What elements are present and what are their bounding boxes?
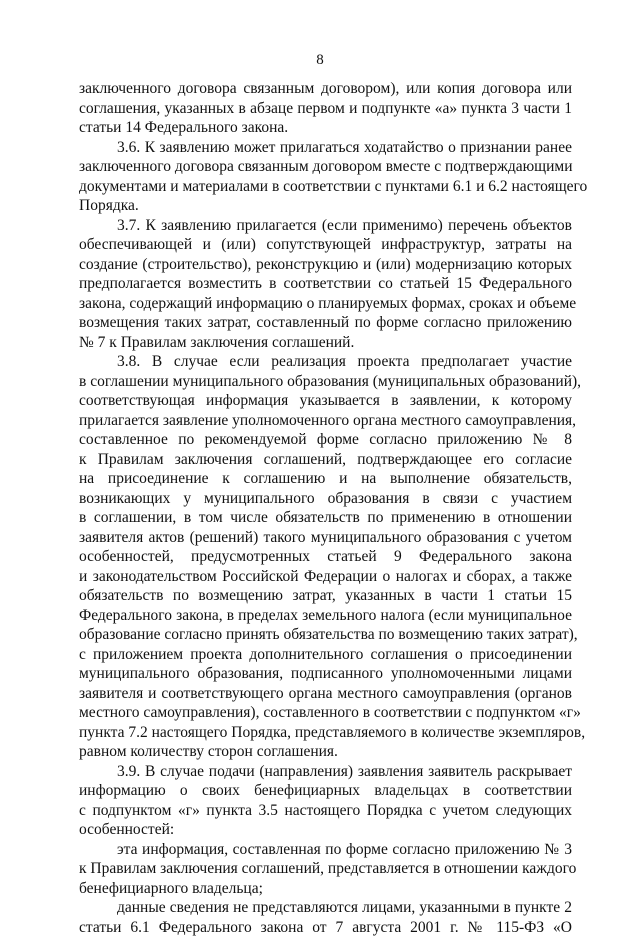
text-line: и законодательством Российской Федерации о налогах и сборах, а также [79,567,572,587]
text-line: 3.8. В случае если реализация проекта предполагает участие [79,352,572,372]
text-line: возмещения таких затрат, составленный по форме согласно приложению [79,313,572,333]
text-line: в соглашении муниципального образования (муниципальных образований), [79,372,572,392]
text-line: равном количеству сторон соглашения. [79,742,572,762]
paragraph-item-3-9 [79,762,572,840]
text-line: соответствующая информация указывается в заявлении, к которому [79,391,572,411]
text-line: муниципального образования, подписанного уполномоченными лицами [79,664,572,684]
paragraph-item-3-9-b [79,898,572,937]
text-line: 3.7. К заявлению прилагается (если применимо) перечень объектов [79,216,572,236]
text-line: особенностей: [79,820,572,840]
text-line: обязательств по возмещению затрат, указанных в части 1 статьи 15 [79,586,572,606]
text-line: к Правилам заключения соглашений, представляется в отношении каждого [79,859,572,879]
text-line: заявителя и соответствующего органа местного самоуправления (органов [79,684,572,704]
text-line: пункта 7.2 настоящего Порядка, представляемого в количестве экземпляров, [79,723,572,743]
text-line: закона, содержащий информацию о планируемых формах, сроках и объеме [79,294,572,314]
text-line: образование согласно принять обязательства по возмещению таких затрат), [79,625,572,645]
text-line: Порядка. [79,196,572,216]
text-line: 3.9. В случае подачи (направления) заявления заявитель раскрывает [79,762,572,782]
text-line: заключенного договора связанным договором вместе с подтверждающими [79,157,572,177]
text-line: заявителя актов (решений) такого муниципального образования с учетом [79,528,572,548]
text-line: данные сведения не представляются лицами, указанными в пункте 2 [79,898,572,918]
document-body [79,79,572,937]
text-line: бенефициарного владельца; [79,879,572,899]
text-line: статьи 6.1 Федерального закона от 7 августа 2001 г. № 115-ФЗ «О [79,918,572,937]
text-line: к Правилам заключения соглашений, подтверждающее его согласие [79,450,572,470]
text-line: в соглашении, в том числе обязательств по применению в отношении [79,508,572,528]
text-line: прилагается заявление уполномоченного органа местного самоуправления, [79,411,572,431]
paragraph-item-3-8 [79,352,572,762]
text-line: на присоединение к соглашению и на выполнение обязательств, [79,469,572,489]
text-line: с приложением проекта дополнительного соглашения о присоединении [79,645,572,665]
text-line: № 7 к Правилам заключения соглашений. [79,333,572,353]
text-line: соглашения, указанных в абзаце первом и подпункте «а» пункта 3 части 1 [79,99,572,119]
paragraph-item-3-7 [79,216,572,353]
text-line: эта информация, составленная по форме согласно приложению № 3 [79,840,572,860]
paragraph-item-3-6 [79,138,572,216]
text-line: 3.6. К заявлению может прилагаться ходатайство о признании ранее [79,138,572,158]
text-line: особенностей, предусмотренных статьей 9 Федерального закона [79,547,572,567]
text-line: местного самоуправления), составленного в соответствии с подпунктом «г» [79,703,572,723]
text-line: предполагается возместить в соответствии со статьей 15 Федерального [79,274,572,294]
text-line: документами и материалами в соответствии с пунктами 6.1 и 6.2 настоящего [79,177,572,197]
page-number: 8 [0,51,640,69]
text-line: возникающих у муниципального образования в связи с участием [79,489,572,509]
text-line: обеспечивающей и (или) сопутствующей инфраструктур, затраты на [79,235,572,255]
text-line: Федерального закона, в пределах земельного налога (если муниципальное [79,606,572,626]
text-line: заключенного договора связанным договором), или копия договора или [79,79,572,99]
text-line: с подпунктом «г» пункта 3.5 настоящего Порядка с учетом следующих [79,801,572,821]
text-line: статьи 14 Федерального закона. [79,118,572,138]
paragraph-item-3-9-a [79,840,572,899]
paragraph-continuation [79,79,572,138]
text-line: информацию о своих бенефициарных владельцах в соответствии [79,781,572,801]
text-line: создание (строительство), реконструкцию и (или) модернизацию которых [79,255,572,275]
text-line: составленное по рекомендуемой форме согласно приложению № 8 [79,430,572,450]
